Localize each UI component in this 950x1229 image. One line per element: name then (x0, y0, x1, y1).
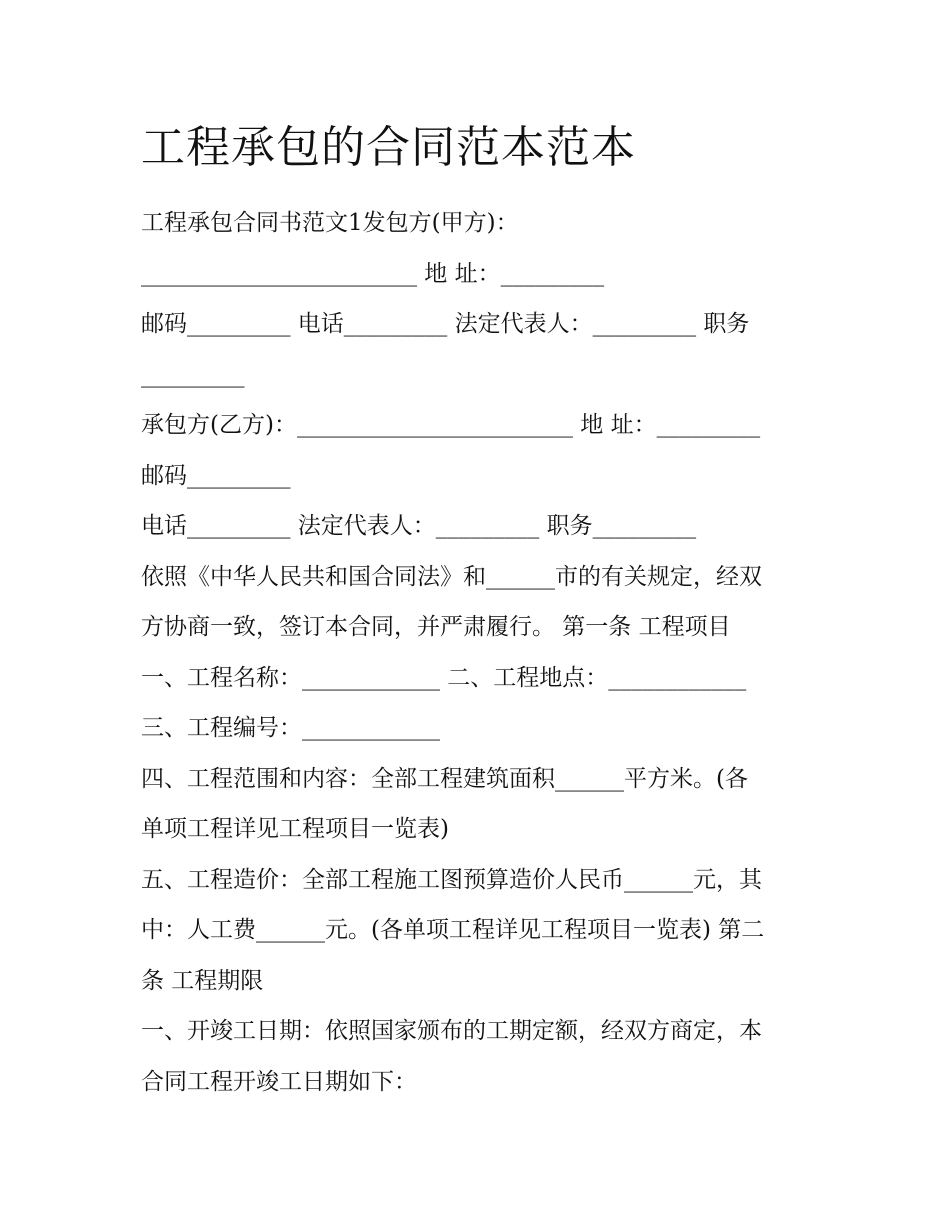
text-line: 承包方(乙方)：________________________ 地 址：_________ (141, 412, 761, 438)
text-line: 邮码_________ 电话_________ 法定代表人：_________ 职务 (141, 311, 750, 337)
document-body (141, 198, 821, 1107)
document-title: 工程承包的合同范本范本 (141, 122, 636, 173)
text-line: ________________________ 地 址：_________ (141, 260, 605, 287)
text-line: 电话_________ 法定代表人：_________ 职务_________ (141, 513, 697, 539)
text-line: 一、开竣工日期：依照国家颁布的工期定额，经双方商定，本 (141, 1018, 762, 1044)
text-line: 工程承包合同书范文1发包方(甲方)： (141, 210, 519, 236)
text-line: 中：人工费______元。(各单项工程详见工程项目一览表) 第二 (141, 917, 765, 943)
text-line: 条 工程期限 (141, 967, 264, 994)
text-line: 三、工程编号：____________ (141, 715, 440, 741)
text-line: 单项工程详见工程项目一览表) (141, 816, 449, 842)
text-line: 依照《中华人民共和国合同法》和______市的有关规定，经双 (141, 563, 762, 590)
text-line: 合同工程开竣工日期如下： (141, 1068, 417, 1095)
text-line: _________ (141, 361, 245, 388)
text-line: 五、工程造价：全部工程施工图预算造价人民币______元，其 (141, 866, 762, 893)
text-line: 方协商一致，签订本合同，并严肃履行。 第一条 工程项目 (141, 614, 731, 640)
text-line: 四、工程范围和内容：全部工程建筑面积______平方米。(各 (141, 765, 748, 792)
text-line: 一、工程名称：____________ 二、工程地点：____________ (141, 664, 747, 691)
text-line: 邮码_________ (141, 462, 291, 489)
